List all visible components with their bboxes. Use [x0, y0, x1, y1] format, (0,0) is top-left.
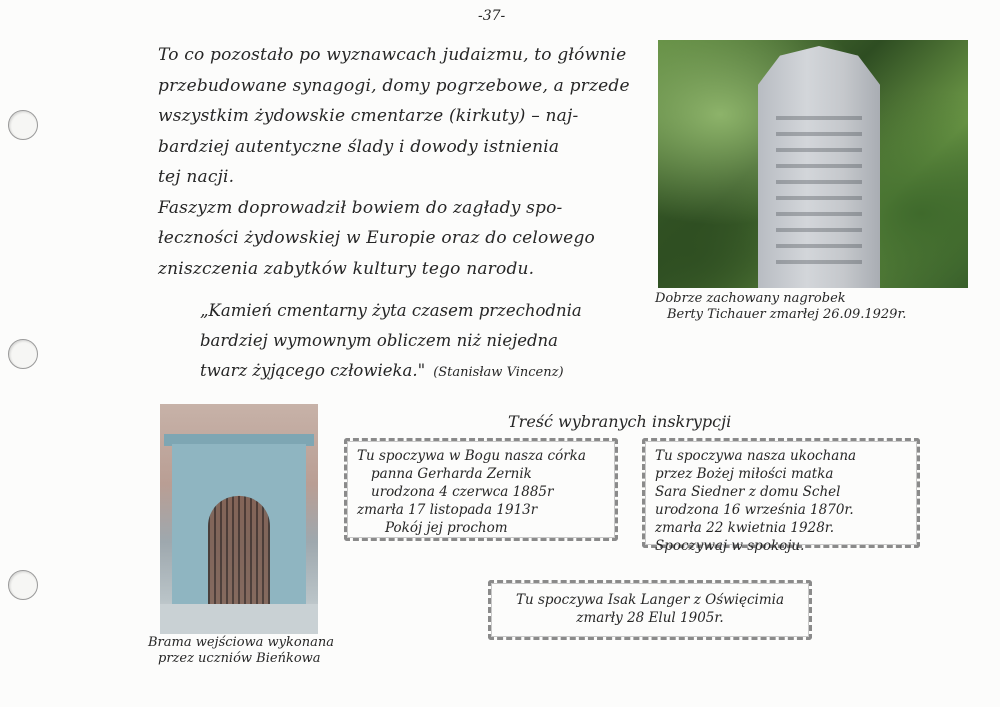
- inscription-line: panna Gerharda Zernik: [371, 466, 532, 482]
- inscription-line: urodzona 16 września 1870r.: [655, 502, 854, 518]
- caption-line: Berty Tichauer zmarłej 26.09.1929r.: [667, 307, 907, 322]
- text-line: zniszczenia zabytków kultury tego narodu.: [158, 258, 535, 279]
- inscription-line: zmarła 17 listopada 1913r: [357, 502, 538, 518]
- inscription-box: [642, 438, 920, 554]
- quote-line: „Kamień cmentarny żyta czasem przechodnia: [200, 301, 582, 320]
- quote-line: bardziej wymownym obliczem niż niejedna: [200, 331, 558, 350]
- tombstone-image: [758, 46, 880, 288]
- quote-line: [200, 356, 630, 388]
- caption-line: Dobrze zachowany nagrobek: [655, 291, 846, 306]
- inscription-line: urodzona 4 czerwca 1885r: [371, 484, 554, 500]
- inscription-line: Tu spoczywa nasza ukochana: [655, 448, 857, 464]
- text-line: wszystkim żydowskie cmentarze (kirkuty) – naj-: [158, 106, 579, 126]
- quote: [200, 296, 630, 388]
- text-line: przebudowane synagogi, domy pogrzebowe, a przede: [158, 75, 630, 96]
- page-number: -37-: [478, 8, 506, 24]
- inscription-line: zmarły 28 Elul 1905r.: [576, 610, 724, 626]
- gate-caption: [148, 635, 368, 667]
- quote-author: (Stanisław Vincenz): [433, 365, 564, 380]
- text-line: łeczności żydowskiej w Europie oraz do celowego: [158, 228, 595, 248]
- tombstone-caption: [655, 291, 975, 323]
- inscription-line: Pokój jej prochom: [385, 520, 508, 536]
- text-line: Faszyzm doprowadził bowiem do zagłady spo-: [158, 197, 563, 218]
- inscription-line: Sara Siedner z domu Schel: [655, 484, 841, 500]
- text-line: To co pozostało po wyznawcach judaizmu, to głównie: [158, 45, 627, 65]
- caption-line: przez uczniów Bieńkowa: [158, 651, 321, 666]
- inscription-box: [488, 580, 812, 640]
- text-line: bardziej autentyczne ślady i dowody istnienia: [158, 136, 560, 157]
- inscription-line: Tu spoczywa Isak Langer z Oświęcimia: [515, 592, 785, 608]
- inscription-line: zmarła 22 kwietnia 1928r.: [655, 520, 835, 536]
- main-paragraph: [158, 40, 638, 284]
- caption-line: Brama wejściowa wykonana: [148, 635, 334, 650]
- binder-hole: [8, 110, 38, 140]
- text-line: tej nacji.: [158, 167, 235, 187]
- inscription-box: [344, 438, 618, 541]
- gate-photo: [160, 404, 318, 634]
- quote-line-text: twarz żyjącego człowieka.": [200, 361, 426, 380]
- inscription-line: Spoczywaj w spokoju.: [655, 538, 805, 554]
- binder-hole: [8, 570, 38, 600]
- inscriptions-title: Treść wybranych inskrypcji: [508, 412, 732, 431]
- tombstone-photo: [658, 40, 968, 288]
- inscription-line: Tu spoczywa w Bogu nasza córka: [357, 448, 586, 464]
- inscription-line: przez Bożej miłości matka: [655, 466, 834, 482]
- binder-hole: [8, 339, 38, 369]
